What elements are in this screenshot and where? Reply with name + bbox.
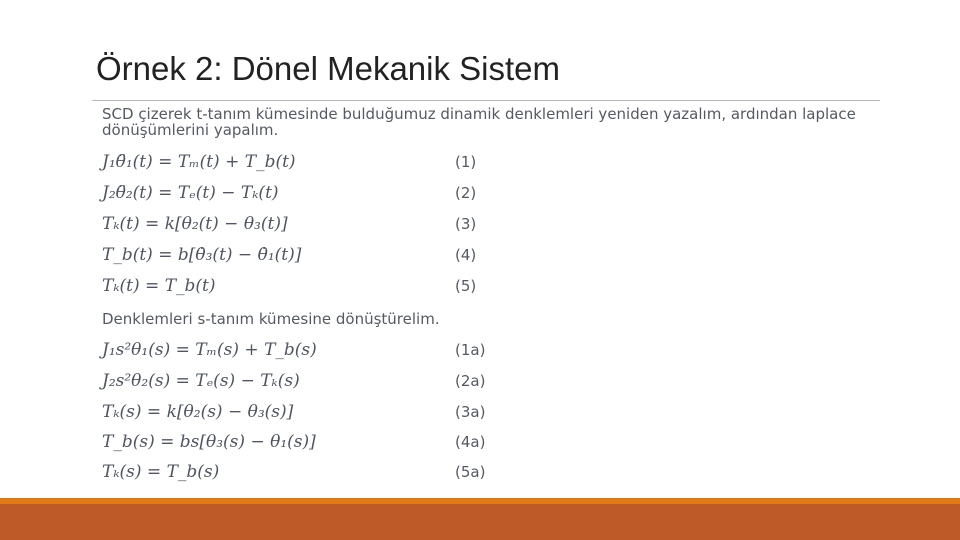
equation-row	[102, 245, 522, 275]
equation-number: (5)	[455, 277, 477, 295]
equation-row	[102, 402, 522, 432]
equation-number: (3a)	[455, 403, 486, 421]
equation: J₁θ̈₁(t) = Tₘ(t) + T_b(t)	[102, 152, 296, 172]
equation-number: (1a)	[455, 341, 486, 359]
equation-row	[102, 183, 522, 213]
equation: J₂θ̈₂(t) = Tₑ(t) − Tₖ(t)	[102, 183, 279, 203]
equation: J₁s²θ₁(s) = Tₘ(s) + T_b(s)	[102, 340, 317, 360]
equation-row	[102, 371, 522, 401]
intro-text: SCD çizerek t-tanım kümesinde bulduğumuz dinamik denklemleri yeniden yazalım, ardından laplace dönüşümlerini yapalım.	[102, 105, 856, 139]
equation-number: (2)	[455, 184, 477, 202]
equation-row	[102, 432, 522, 462]
equation-row	[102, 276, 522, 306]
equation-row	[102, 214, 522, 244]
equation-row	[102, 462, 522, 492]
transition-text: Denklemleri s-tanım kümesine dönüştürelim.	[102, 310, 440, 328]
equation: T_b(t) = b[θ̇₃(t) − θ̇₁(t)]	[102, 245, 302, 265]
equation-number: (3)	[455, 215, 477, 233]
footer-bar	[0, 504, 960, 540]
equation: Tₖ(s) = T_b(s)	[102, 462, 220, 482]
equation-number: (4)	[455, 246, 477, 264]
equation-number: (4a)	[455, 433, 486, 451]
equation: T_b(s) = bs[θ₃(s) − θ₁(s)]	[102, 432, 316, 452]
equation-number: (1)	[455, 153, 477, 171]
equation: Tₖ(t) = k[θ₂(t) − θ₃(t)]	[102, 214, 288, 234]
slide-title: Örnek 2: Dönel Mekanik Sistem	[96, 50, 561, 87]
equation: J₂s²θ₂(s) = Tₑ(s) − Tₖ(s)	[102, 371, 300, 391]
title-divider	[92, 100, 880, 101]
equation-row	[102, 152, 522, 182]
slide-content	[102, 105, 882, 482]
equation: Tₖ(s) = k[θ₂(s) − θ₃(s)]	[102, 402, 294, 422]
equation-number: (5a)	[455, 463, 486, 481]
equation-row	[102, 340, 522, 370]
equation-number: (2a)	[455, 372, 486, 390]
equation: Tₖ(t) = T_b(t)	[102, 276, 216, 296]
